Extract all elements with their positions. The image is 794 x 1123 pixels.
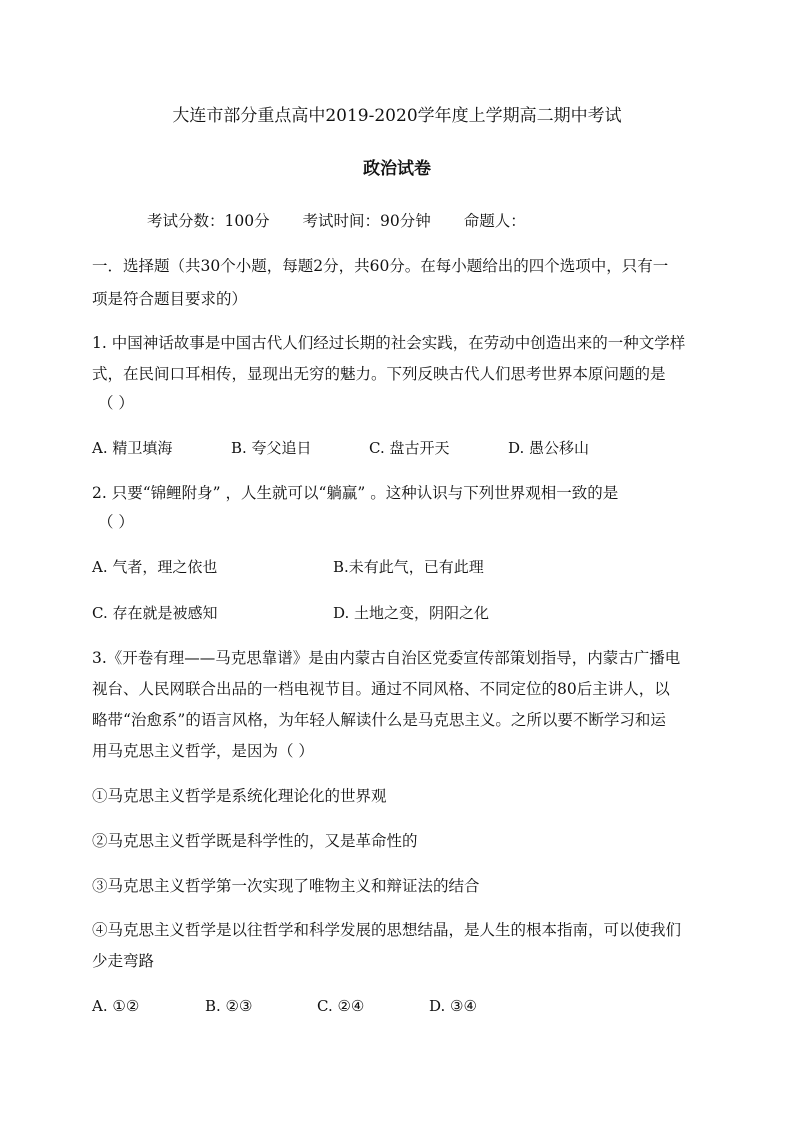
q3-text-line4: 用马克思主义哲学，是因为（ ） bbox=[92, 742, 314, 760]
q3-option-b: B. ②③ bbox=[205, 997, 253, 1015]
q3-statement-3: ③马克思主义哲学第一次实现了唯物主义和辩证法的结合 bbox=[92, 877, 480, 895]
q3-statement-1: ①马克思主义哲学是系统化理论化的世界观 bbox=[92, 787, 387, 805]
q3-text-line1: 3.《开卷有理——马克思靠谱》是由内蒙古自治区党委宣传部策划指导，内蒙古广播电 bbox=[92, 649, 681, 667]
exam-meta bbox=[147, 211, 554, 231]
q2-answer-blank: （ ） bbox=[98, 513, 134, 531]
q3-option-c: C. ②④ bbox=[317, 997, 365, 1015]
section-heading-line1: 一．选择题（共30个小题，每题2分，共60分。在每小题给出的四个选项中，只有一 bbox=[92, 257, 669, 275]
q3-text-line3: 略带“治愈系”的语言风格，为年轻人解读什么是马克思主义。之所以要不断学习和运 bbox=[92, 711, 666, 729]
q1-option-a: A. 精卫填海 bbox=[92, 439, 173, 457]
q3-option-d: D. ③④ bbox=[429, 997, 477, 1015]
exam-subtitle: 政治试卷 bbox=[363, 159, 431, 179]
q1-text-line2: 式，在民间口耳相传，显现出无穷的魅力。下列反映古代人们思考世界本原问题的是 bbox=[92, 365, 666, 383]
q1-option-d: D. 愚公移山 bbox=[508, 439, 590, 457]
exam-time: 考试时间：90分钟 bbox=[302, 212, 431, 230]
q2-option-a: A. 气者，理之依也 bbox=[92, 558, 218, 576]
q2-option-b: B.未有此气，已有此理 bbox=[333, 558, 484, 576]
exam-author: 命题人： bbox=[463, 212, 526, 230]
q2-text-line1: 2. 只要“锦鲤附身” ，人生就可以“躺赢” 。这种认识与下列世界观相一致的是 bbox=[92, 484, 619, 502]
q1-text-line1: 1. 中国神话故事是中国古代人们经过长期的社会实践，在劳动中创造出来的一种文学样 bbox=[92, 334, 686, 352]
q1-option-b: B. 夸父追日 bbox=[231, 439, 312, 457]
q2-option-d: D. 土地之变，阴阳之化 bbox=[333, 604, 490, 622]
q1-option-c: C. 盘古开天 bbox=[369, 439, 450, 457]
exam-score: 考试分数：100分 bbox=[147, 212, 270, 230]
q2-option-c: C. 存在就是被感知 bbox=[92, 604, 218, 622]
q3-statement-2: ②马克思主义哲学既是科学性的，又是革命性的 bbox=[92, 832, 418, 850]
q3-option-a: A. ①② bbox=[92, 997, 140, 1015]
q3-statement-4-cont: 少走弯路 bbox=[92, 952, 155, 970]
section-heading-line2: 项是符合题目要求的） bbox=[92, 290, 248, 308]
q3-statement-4: ④马克思主义哲学是以往哲学和科学发展的思想结晶，是人生的根本指南，可以使我们 bbox=[92, 921, 682, 939]
q3-text-line2: 视台、人民网联合出品的一档电视节目。通过不同风格、不同定位的80后主讲人，以 bbox=[92, 680, 670, 698]
q1-answer-blank: （ ） bbox=[98, 394, 134, 412]
exam-title: 大连市部分重点高中2019-2020学年度上学期高二期中考试 bbox=[172, 106, 622, 126]
